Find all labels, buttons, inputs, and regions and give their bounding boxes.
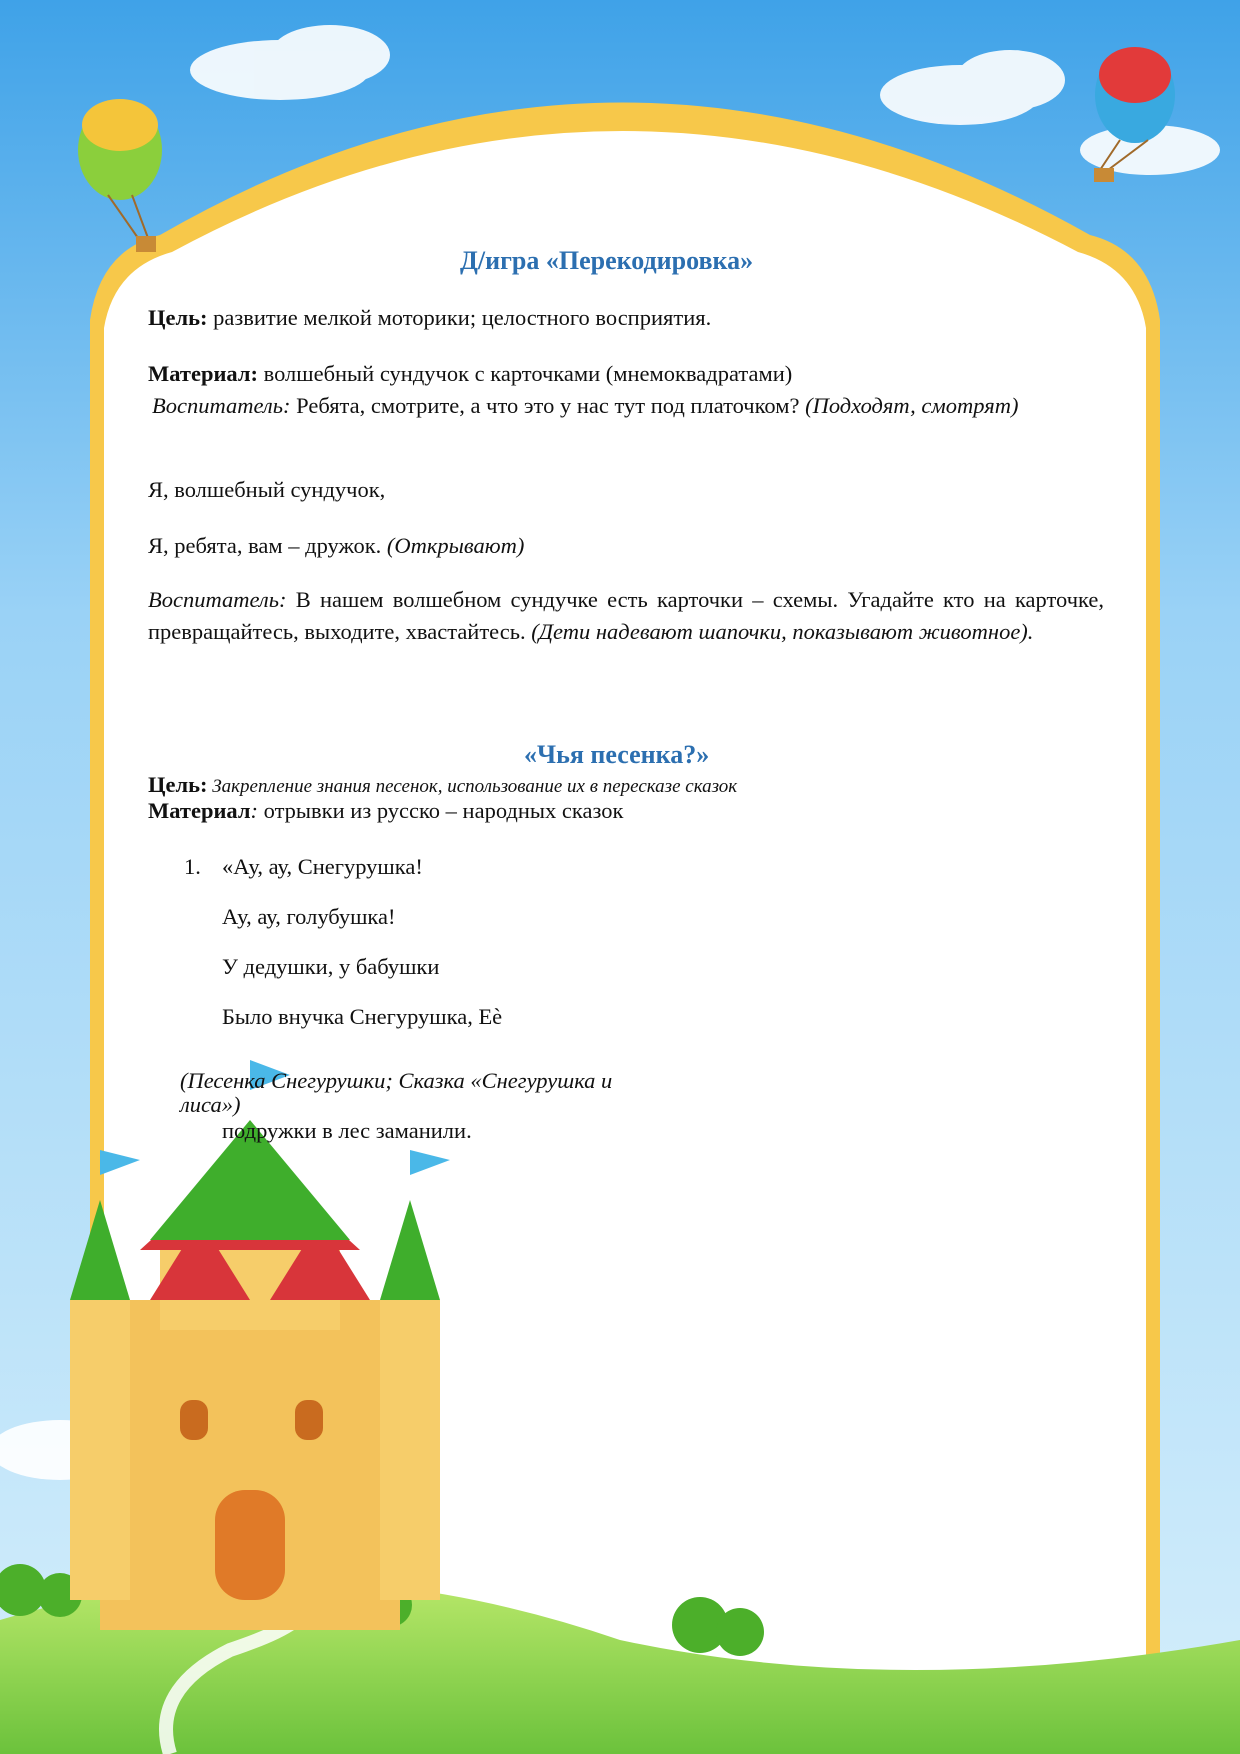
answer-line-2: лиса»): [180, 1092, 241, 1117]
song-line-1: «Ау, ау, Снегурушка!: [222, 854, 423, 879]
goal-label: Цель:: [148, 305, 208, 330]
section1-teacher2: [148, 584, 1104, 648]
teacher2-note: (Дети надевают шапочки, показывают животное).: [531, 619, 1034, 644]
answer-line-1: (Песенка Снегурушки; Сказка «Снегурушка и: [180, 1068, 613, 1093]
goal2-text: Закрепление знания песенок, использование их в пересказе сказок: [207, 776, 738, 797]
material2-colon: :: [250, 798, 258, 823]
teacher-note: (Подходят, смотрят): [805, 393, 1019, 418]
song-line-2: Ау, ау, голубушка!: [222, 904, 396, 929]
rhyme-line-1: Я, волшебный сундучок,: [148, 477, 386, 502]
list-number: 1.: [184, 854, 201, 879]
rhyme-line-2-text: Я, ребята, вам – дружок.: [148, 533, 387, 558]
material-label: Материал:: [148, 361, 258, 386]
section1-teacher: [148, 390, 1104, 422]
section2-material: [148, 798, 1104, 824]
rhyme-line-2: [148, 530, 1104, 562]
rhyme-note: (Открывают): [386, 533, 525, 558]
tail-line: подружки в лес заманили.: [222, 1118, 472, 1143]
song-line-3: У дедушки, у бабушки: [222, 954, 440, 979]
section1-title: Д/игра «Перекодировка»: [460, 246, 754, 275]
goal2-label: Цель:: [148, 772, 208, 797]
teacher2-text: В нашем волшебном сундучке есть карточки – схемы. Угадайте кто на карточке, превращайтесь, выходите, хвастайтесь.: [148, 587, 1104, 644]
section2-goal: [148, 772, 1104, 800]
section2-title: «Чья песенка?»: [524, 740, 710, 769]
material2-text: отрывки из русско – народных сказок: [258, 798, 624, 823]
goal-text: развитие мелкой моторики; целостного восприятия.: [207, 305, 712, 330]
teacher-text: Ребята, смотрите, а что это у нас тут под платочком?: [290, 393, 806, 418]
teacher2-label: Воспитатель:: [148, 587, 287, 612]
song-line-4: Было внучка Снегурушка, Еè: [222, 1004, 503, 1029]
material-text: волшебный сундучок с карточками (мнемоквадратами): [257, 361, 793, 386]
teacher-label: Воспитатель:: [152, 393, 291, 418]
section1-goal: [148, 302, 1104, 334]
material2-label: Материал: [148, 798, 251, 823]
section1-material: [148, 358, 1104, 390]
